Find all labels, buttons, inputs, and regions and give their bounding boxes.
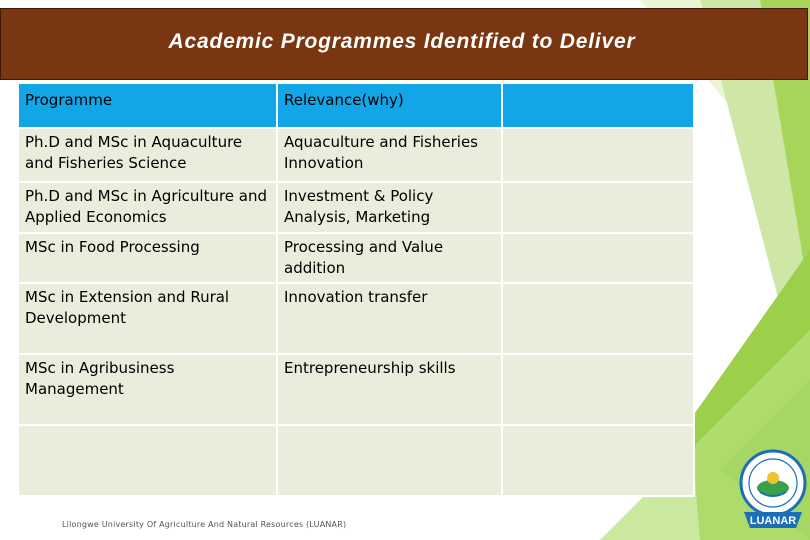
footer-text: Lilongwe University Of Agriculture And Natural Resources (LUANAR): [62, 520, 347, 529]
cell-blank: [502, 354, 694, 425]
logo-text: LUANAR: [749, 515, 797, 527]
cell-blank: [502, 425, 694, 496]
table-row: [18, 283, 694, 354]
table-row: [18, 233, 694, 283]
cell-blank: [502, 128, 694, 182]
cell-blank: [502, 233, 694, 283]
cell-relevance: [277, 425, 502, 496]
cell-blank: [502, 283, 694, 354]
slide-title: Academic Programmes Identified to Deliver: [168, 30, 636, 53]
table-header-row: [18, 83, 694, 128]
header-blank: [502, 83, 694, 128]
table-row: [18, 354, 694, 425]
header-relevance: Relevance(why): [277, 83, 502, 128]
university-seal-icon: [738, 448, 808, 534]
header-programme: Programme: [18, 83, 277, 128]
table-row: [18, 128, 694, 182]
cell-programme: Ph.D and MSc in Aquaculture and Fisheries Science: [18, 128, 277, 182]
table-row: [18, 425, 694, 496]
cell-programme: MSc in Agribusiness Management: [18, 354, 277, 425]
title-bar: [0, 8, 808, 80]
cell-relevance: Aquaculture and Fisheries Innovation: [277, 128, 502, 182]
cell-programme: Ph.D and MSc in Agriculture and Applied Economics: [18, 182, 277, 233]
table-row: [18, 182, 694, 233]
cell-relevance: Processing and Value addition: [277, 233, 502, 283]
cell-relevance: Investment & Policy Analysis, Marketing: [277, 182, 502, 233]
cell-blank: [502, 182, 694, 233]
cell-programme: MSc in Extension and Rural Development: [18, 283, 277, 354]
cell-relevance: Entrepreneurship skills: [277, 354, 502, 425]
programmes-table: [17, 82, 695, 497]
cell-relevance: Innovation transfer: [277, 283, 502, 354]
cell-programme: [18, 425, 277, 496]
cell-programme: MSc in Food Processing: [18, 233, 277, 283]
